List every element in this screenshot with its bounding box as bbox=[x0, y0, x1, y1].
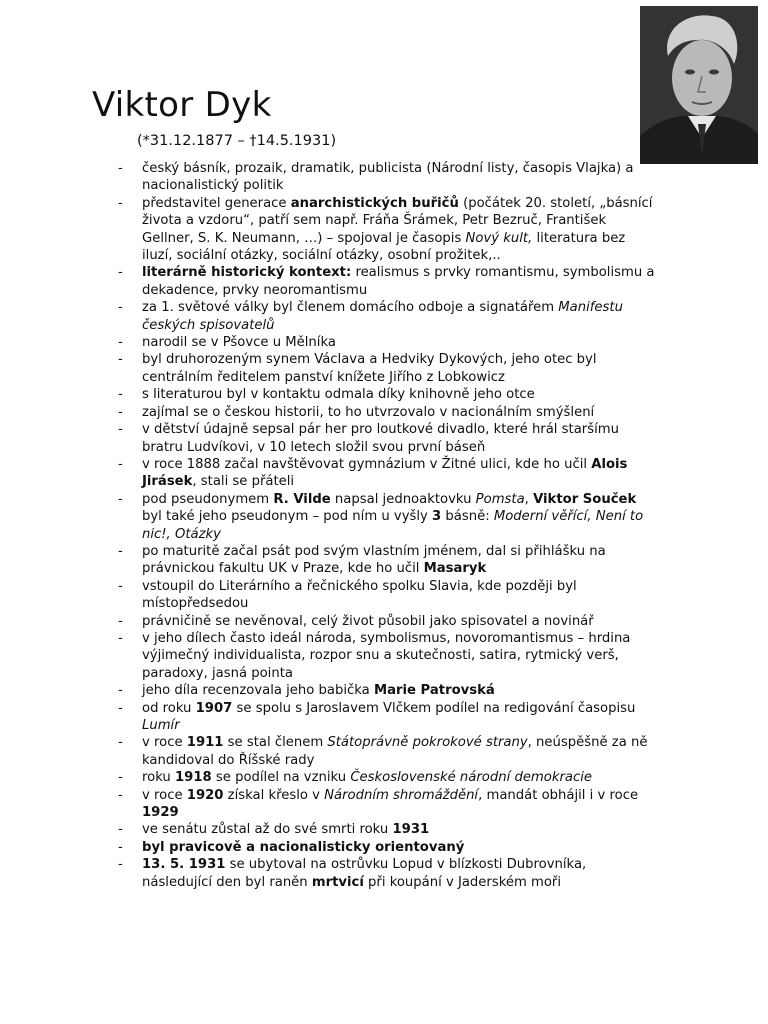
list-item: - jeho díla recenzovala jeho babička Marie Patrovská bbox=[118, 683, 495, 699]
list-item: - představitel generace anarchistických buřičů (počátek 20. století, „básnící života a vzdoru“, patří sem např. Fráňa Šrámek, Petr Bezruč, František Gellner, S. K. Neumann, …) – spojoval je časopis Nový kult, literatura bez iluzí, sociální otázky, sociální otázky, osobní prožitek,.. bbox=[118, 195, 653, 264]
life-dates: (*31.12.1877 – †14.5.1931) bbox=[137, 133, 337, 149]
list-item: - ve senátu zůstal až do své smrti roku 1931 bbox=[118, 822, 430, 838]
list-item: - byl pravicově a nacionalisticky orientovaný bbox=[118, 839, 465, 855]
list-item: - v roce 1911 se stal členem Státoprávně pokrokové strany, neúspěšně za ně kandidoval do Říšské rady bbox=[118, 735, 648, 768]
portrait-photo-icon bbox=[640, 6, 758, 164]
list-item: - pod pseudonymem R. Vilde napsal jednoaktovku Pomsta, Viktor Souček byl také jeho pseudonym – pod ním u vyšly 3 básně: Moderní věřící, Není to nic!, Otázky bbox=[118, 491, 644, 542]
list-item: - vstoupil do Literárního a řečnického spolku Slavia, kde později byl místopředsedou bbox=[118, 578, 577, 612]
page-title: Viktor Dyk bbox=[92, 85, 272, 125]
list-item: - narodil se v Pšovce u Mělníka bbox=[118, 335, 336, 351]
list-item: - s literaturou byl v kontaktu odmala díky knihovně jeho otce bbox=[118, 387, 535, 403]
list-item: - český básník, prozaik, dramatik, publicista (Národní listy, časopis Vlajka) a nacionalistický politik bbox=[118, 161, 634, 194]
bullet-list bbox=[118, 160, 658, 891]
list-item: - v roce 1888 začal navštěvovat gymnázium v Žitné ulici, kde ho učil Alois Jirásek, stali se přáteli bbox=[118, 456, 628, 490]
list-item: - roku 1918 se podílel na vzniku Československé národní demokracie bbox=[118, 770, 593, 786]
list-item: - za 1. světové války byl členem domácího odboje a signatářem Manifestu českých spisovatelů bbox=[118, 300, 623, 333]
list-item: - v dětství údajně sepsal pár her pro loutkové divadlo, které hrál staršímu bratru Ludvíkovi, v 10 letech složil svou první báseň bbox=[118, 422, 619, 455]
list-item: - literárně historický kontext: realismus s prvky romantismu, symbolismu a dekadence, prvky neoromantismu bbox=[118, 265, 655, 298]
list-item: - v jeho dílech často ideál národa, symbolismus, novoromantismus – hrdina výjimečný individualista, rozpor snu a skutečnosti, satira, rytmický verš, paradoxy, jasná pointa bbox=[118, 630, 631, 681]
list-item: - v roce 1920 získal křeslo v Národním shromáždění, mandát obhájil i v roce 1929 bbox=[118, 787, 639, 821]
list-item: - právničině se nevěnoval, celý život působil jako spisovatel a novinář bbox=[118, 613, 594, 629]
list-item: - od roku 1907 se spolu s Jaroslavem Vlčkem podílel na redigování časopisu Lumír bbox=[118, 700, 636, 733]
list-item: - 13. 5. 1931 se ubytoval na ostrůvku Lopud v blízkosti Dubrovníka, následující den byl raněn mrtvicí při koupání v Jaderském moři bbox=[118, 857, 587, 890]
list-item: - po maturitě začal psát pod svým vlastním jménem, dal si přihlášku na právnickou fakultu UK v Praze, kde ho učil Masaryk bbox=[118, 543, 606, 577]
list-item: - zajímal se o českou historii, to ho utvrzovalo v nacionálním smýšlení bbox=[118, 404, 595, 420]
list-item: - byl druhorozeným synem Václava a Hedviky Dykových, jeho otec byl centrálním ředitelem panství knížete Jiřího z Lobkowicz bbox=[118, 352, 597, 385]
portrait-photo-svg bbox=[640, 6, 758, 164]
